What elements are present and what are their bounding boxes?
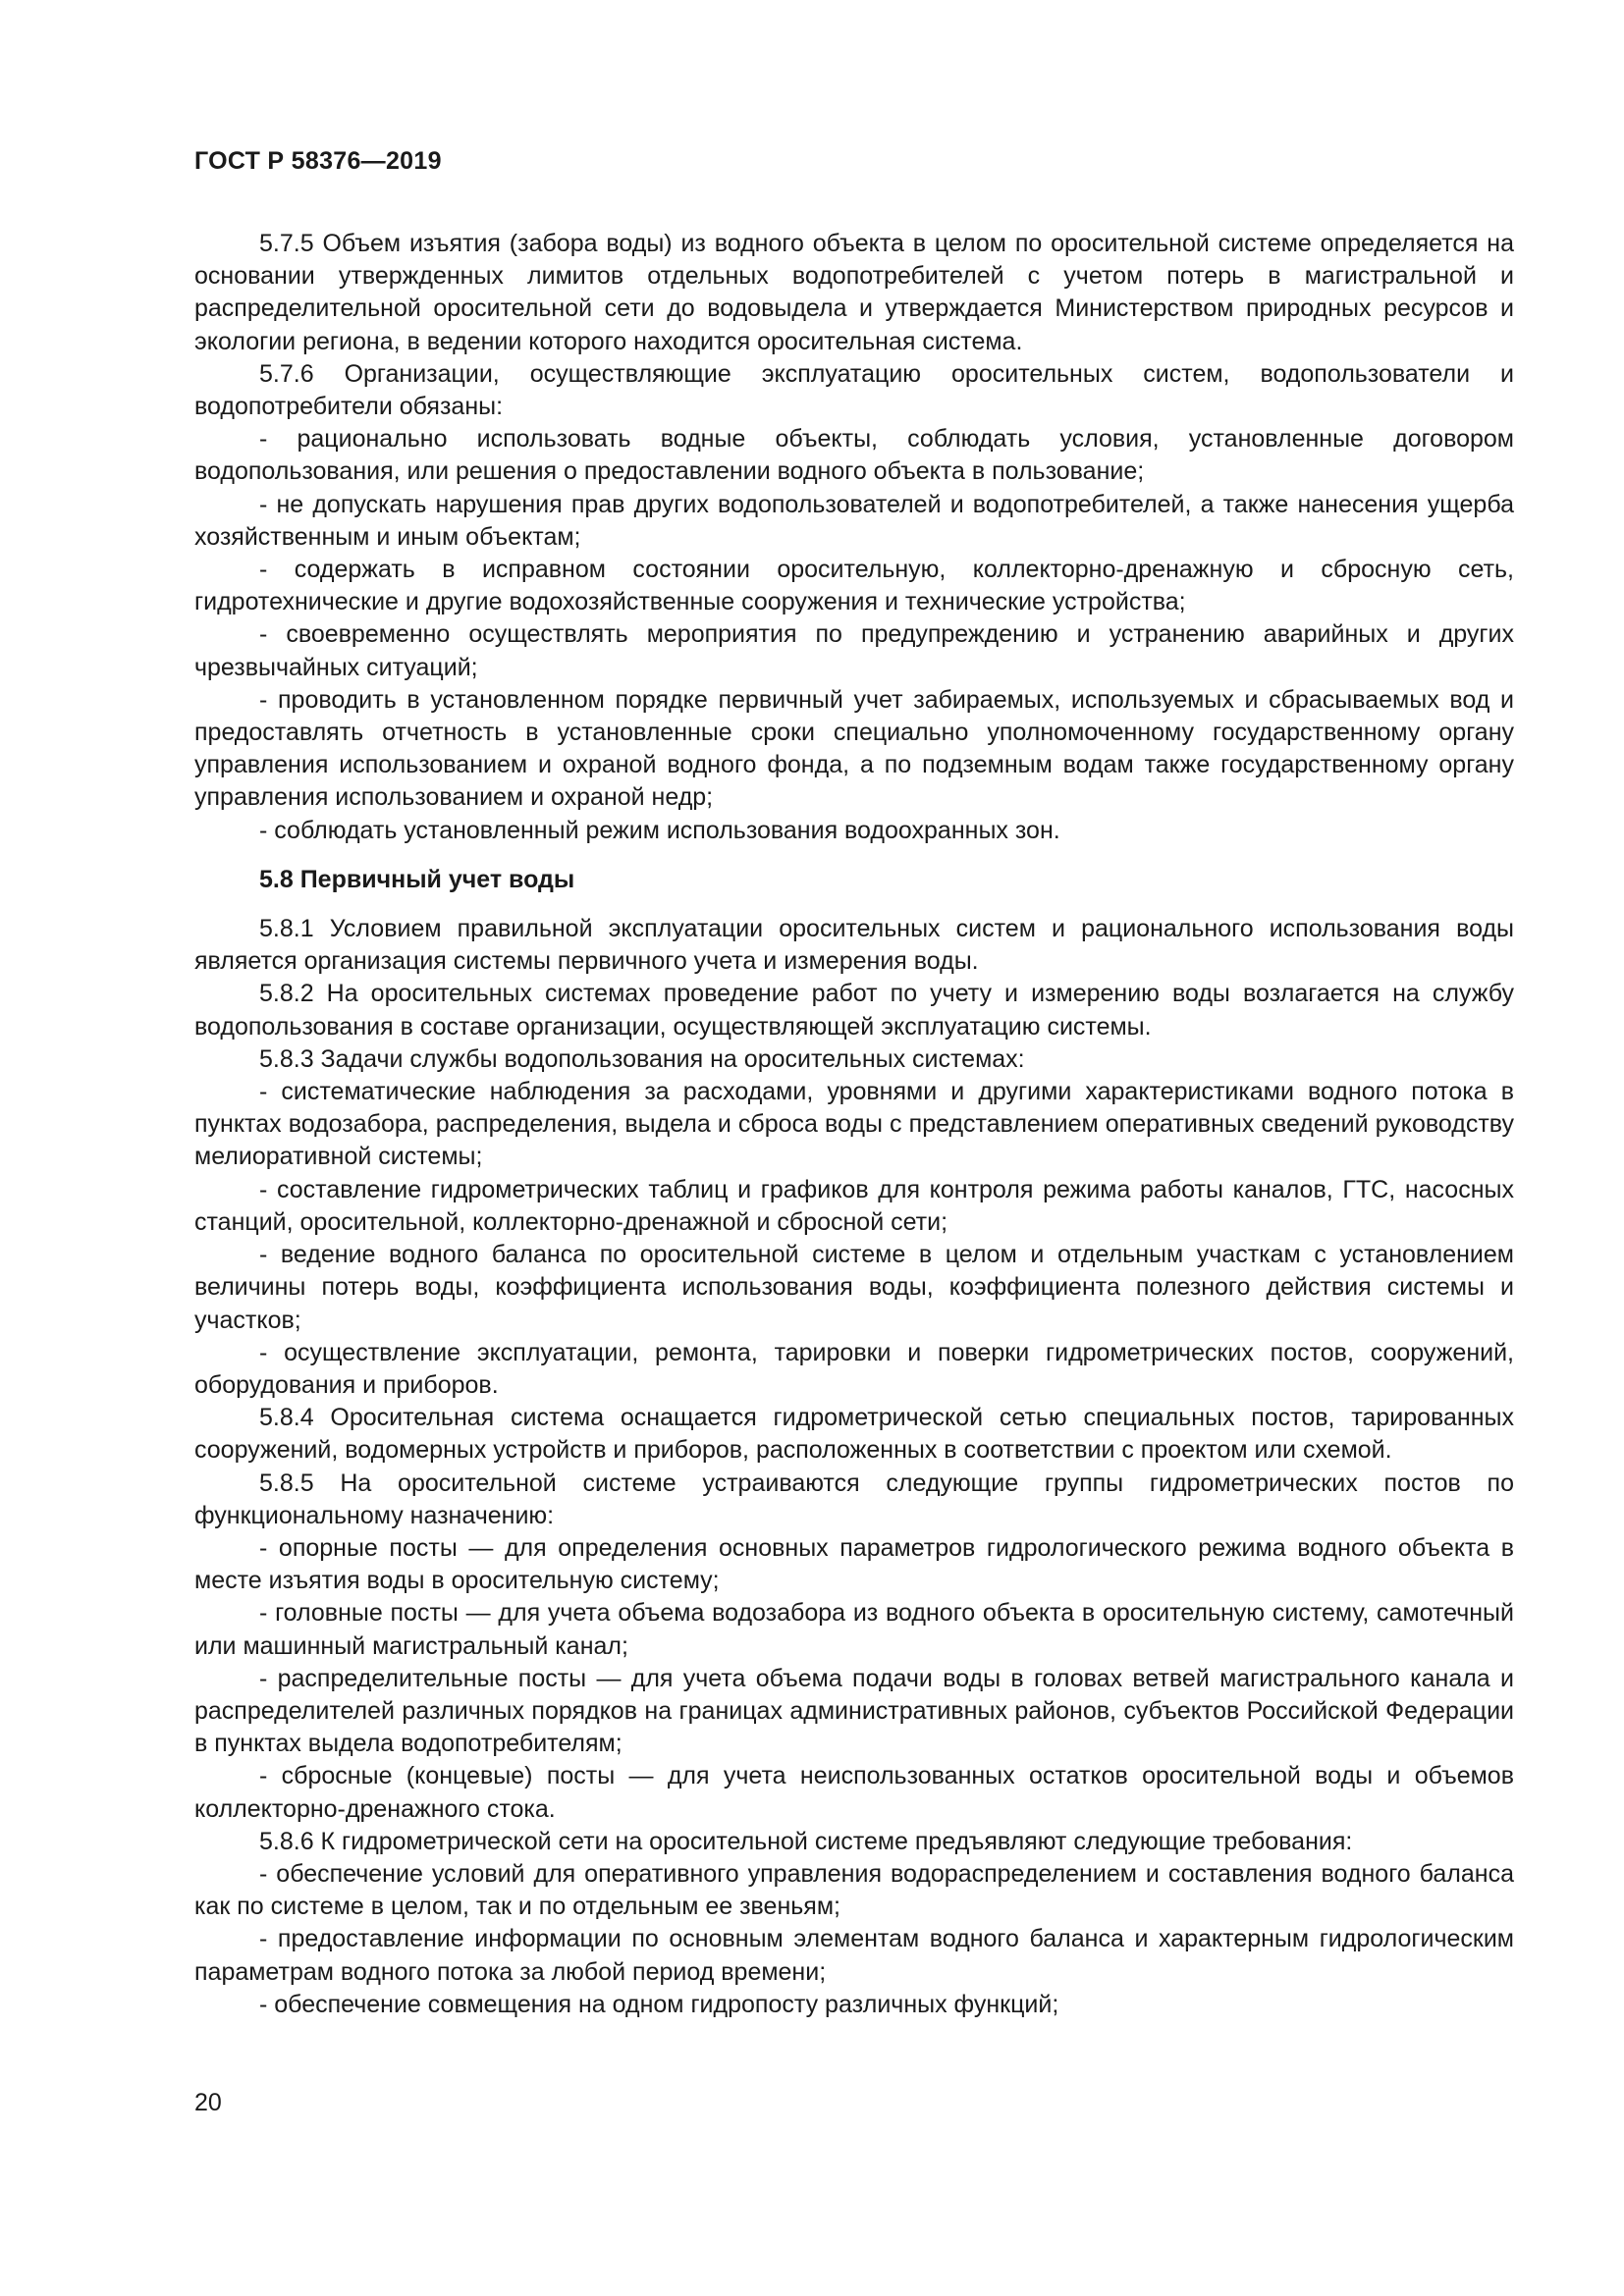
paragraph: - соблюдать установленный режим использования водоохранных зон.: [259, 816, 1060, 844]
paragraph: 5.8.5 На оросительной системе устраиваются следующие группы гидрометрических постов по функциональному назначению:: [194, 1468, 1514, 1529]
document-body: [194, 228, 1514, 2021]
page-number: 20: [194, 2089, 222, 2116]
paragraph: - проводить в установленном порядке первичный учет забираемых, используемых и сбрасываемых вод и предоставлять отчетность в установленные сроки специально уполномоченному государственному органу управления использованием и охраной водного фонда, а по подземным водам также государственному органу управления использованием и охраной недр;: [194, 685, 1514, 812]
paragraph: - содержать в исправном состоянии оросительную, коллекторно-дренажную и сбросную сеть, гидротехнические и другие водохозяйственные сооружения и технические устройства;: [194, 556, 1514, 616]
paragraph: - своевременно осуществлять мероприятия по предупреждению и устранению аварийных и других чрезвычайных ситуаций;: [194, 620, 1514, 681]
paragraph: 5.7.6 Организации, осуществляющие эксплуатацию оросительных систем, водопользователи и водопотребители обязаны:: [194, 359, 1514, 421]
paragraph: - распределительные посты — для учета объема подачи воды в головах ветвей магистрального канала и распределителей различных порядков на границах административных районов, субъектов Российской Федерации в пунктах выдела водопотребителям;: [194, 1664, 1514, 1758]
paragraph: 5.8.2 На оросительных системах проведение работ по учету и измерению воды возлагается на службу водопользования в составе организации, осуществляющей эксплуатацию системы.: [194, 980, 1514, 1041]
paragraph: - сбросные (концевые) посты — для учета неиспользованных остатков оросительной воды и объемов коллекторно-дренажного стока.: [194, 1762, 1514, 1823]
paragraph: - обеспечение условий для оперативного управления водораспределением и составления водного баланса как по системе в целом, так и по отдельным ее звеньям;: [194, 1859, 1514, 1921]
paragraph: - составление гидрометрических таблиц и графиков для контроля режима работы каналов, ГТС, насосных станций, оросительной, коллекторно-дренажной и сбросной сети;: [194, 1175, 1514, 1236]
section-heading: 5.8 Первичный учет воды: [259, 865, 575, 893]
paragraph: - обеспечение совмещения на одном гидропосту различных функций;: [259, 1990, 1059, 2018]
paragraph: - не допускать нарушения прав других водопользователей и водопотребителей, а также нанесения ущерба хозяйственным и иным объектам;: [194, 490, 1514, 551]
paragraph: 5.8.4 Оросительная система оснащается гидрометрической сетью специальных постов, тарированных сооружений, водомерных устройств и приборов, расположенных в соответствии с проектом или схемой.: [194, 1404, 1514, 1465]
paragraph: - опорные посты — для определения основных параметров гидрологического режима водного объекта в месте изъятия воды в оросительную систему;: [194, 1533, 1514, 1595]
paragraph: 5.8.3 Задачи службы водопользования на оросительных системах:: [259, 1044, 1025, 1073]
paragraph: - осуществление эксплуатации, ремонта, тарировки и поверки гидрометрических постов, сооружений, оборудования и приборов.: [194, 1338, 1514, 1399]
paragraph: 5.7.5 Объем изъятия (забора воды) из водного объекта в целом по оросительной системе определяется на основании утвержденных лимитов отдельных водопотребителей с учетом потерь в магистральной и распределительной оросительной сети до водовыдела и утверждается Министерством природных ресурсов и экологии региона, в ведении которого находится оросительная система.: [194, 230, 1514, 355]
paragraph: 5.8.6 К гидрометрической сети на оросительной системе предъявляют следующие требования:: [259, 1827, 1353, 1855]
paragraph: - головные посты — для учета объема водозабора из водного объекта в оросительную систему, самотечный или машинный магистральный канал;: [194, 1599, 1514, 1660]
paragraph: - ведение водного баланса по оросительной системе в целом и отдельным участкам с установлением величины потерь воды, коэффициента использования воды, коэффициента полезного действия системы и участков;: [194, 1241, 1514, 1334]
paragraph: - рационально использовать водные объекты, соблюдать условия, установленные договором водопользования, или решения о предоставлении водного объекта в пользование;: [194, 425, 1514, 486]
paragraph: 5.8.1 Условием правильной эксплуатации оросительных систем и рационального использования воды является организация системы первичного учета и измерения воды.: [194, 915, 1514, 976]
paragraph: - предоставление информации по основным элементам водного баланса и характерным гидрологическим параметрам водного потока за любой период времени;: [194, 1925, 1514, 1986]
document-header: ГОСТ Р 58376—2019: [194, 147, 442, 175]
paragraph: - систематические наблюдения за расходами, уровнями и другими характеристиками водного потока в пунктах водозабора, распределения, выдела и сброса воды с представлением оперативных сведений руководству мелиоративной системы;: [194, 1078, 1514, 1171]
